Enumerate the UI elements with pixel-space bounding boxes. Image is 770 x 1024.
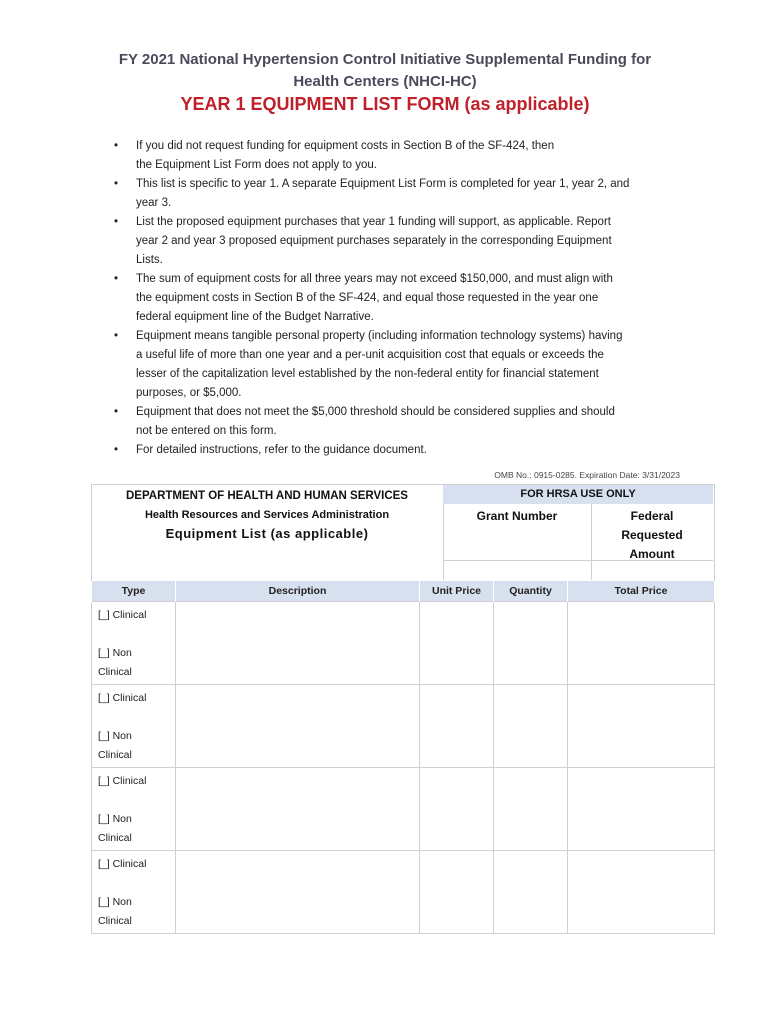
non-clinical-label: Clinical bbox=[98, 749, 132, 761]
column-header-quantity: Quantity bbox=[494, 581, 568, 602]
list-item: • The sum of equipment costs for all three years may not exceed $150,000, and must align with the equipment costs in Section B of the SF-424, and equal those requested in the year one federal equipment line of the Budget Narrative. bbox=[110, 270, 690, 327]
table-row bbox=[92, 851, 715, 934]
title-line-1: FY 2021 National Hypertension Control Initiative Supplemental Funding for bbox=[118, 51, 652, 68]
list-item: • For detailed instructions, refer to the guidance document. bbox=[110, 441, 690, 460]
description-field[interactable] bbox=[176, 768, 420, 851]
non-clinical-checkbox[interactable]: [_] Non bbox=[98, 730, 132, 742]
quantity-field[interactable] bbox=[494, 602, 568, 685]
type-cell bbox=[92, 602, 176, 685]
total-price-field[interactable] bbox=[568, 768, 715, 851]
non-clinical-label: Clinical bbox=[98, 666, 132, 678]
bullet-icon: • bbox=[114, 273, 119, 285]
federal-requested-amount-label: Federal Requested Amount bbox=[621, 509, 683, 561]
column-header-total-price: Total Price bbox=[568, 581, 715, 602]
hrsa-use-only-header: FOR HRSA USE ONLY bbox=[443, 485, 713, 504]
unit-price-field[interactable] bbox=[420, 768, 494, 851]
clinical-checkbox[interactable]: [_] Clinical bbox=[98, 609, 147, 621]
list-item: • Equipment that does not meet the $5,000 threshold should be considered supplies and should not be entered on this form. bbox=[110, 403, 690, 441]
agency-name: Health Resources and Services Administration bbox=[144, 509, 390, 521]
non-clinical-checkbox[interactable]: [_] Non bbox=[98, 813, 132, 825]
list-item: • If you did not request funding for equipment costs in Section B of the SF-424, then the Equipment List Form does not apply to you. bbox=[110, 137, 690, 175]
bullet-icon: • bbox=[114, 406, 119, 418]
bullet-icon: • bbox=[114, 444, 119, 456]
unit-price-field[interactable] bbox=[420, 685, 494, 768]
table-row bbox=[92, 768, 715, 851]
table-header-row bbox=[92, 581, 715, 602]
total-price-field[interactable] bbox=[568, 602, 715, 685]
table-row bbox=[92, 602, 715, 685]
grant-number-label: Grant Number bbox=[476, 509, 558, 523]
column-header-type: Type bbox=[92, 581, 176, 602]
column-header-unit-price: Unit Price bbox=[420, 581, 494, 602]
quantity-field[interactable] bbox=[494, 768, 568, 851]
department-name: DEPARTMENT OF HEALTH AND HUMAN SERVICES bbox=[126, 490, 408, 502]
equipment-table bbox=[91, 581, 715, 934]
instruction-list bbox=[110, 137, 690, 460]
column-header-description: Description bbox=[176, 581, 420, 602]
form-title: YEAR 1 EQUIPMENT LIST FORM (as applicable) bbox=[180, 94, 590, 114]
description-field[interactable] bbox=[176, 851, 420, 934]
type-cell bbox=[92, 851, 176, 934]
quantity-field[interactable] bbox=[494, 685, 568, 768]
list-title: Equipment List (as applicable) bbox=[165, 526, 369, 541]
list-item: • Equipment means tangible personal property (including information technology systems) having a useful life of more than one year and a per-unit acquisition cost that equals or exceeds the lesser of the capitalization level established by the non-federal entity for financial statement purposes, or $5,000. bbox=[110, 327, 690, 403]
unit-price-field[interactable] bbox=[420, 851, 494, 934]
type-cell bbox=[92, 685, 176, 768]
bullet-icon: • bbox=[114, 330, 119, 342]
bullet-icon: • bbox=[114, 140, 119, 152]
description-field[interactable] bbox=[176, 685, 420, 768]
clinical-checkbox[interactable]: [_] Clinical bbox=[98, 858, 147, 870]
title-line-2: Health Centers (NHCI-HC) bbox=[293, 73, 477, 90]
table-row bbox=[92, 685, 715, 768]
omb-number: OMB No.: 0915-0285. Expiration Date: 3/31/2023 bbox=[494, 470, 680, 480]
non-clinical-checkbox[interactable]: [_] Non bbox=[98, 647, 132, 659]
list-item: • List the proposed equipment purchases that year 1 funding will support, as applicable. Report year 2 and year 3 proposed equipment purchases separately in the corresponding Equipment Lists. bbox=[110, 213, 690, 270]
quantity-field[interactable] bbox=[494, 851, 568, 934]
bullet-icon: • bbox=[114, 216, 119, 228]
clinical-checkbox[interactable]: [_] Clinical bbox=[98, 692, 147, 704]
document-title bbox=[60, 49, 710, 93]
non-clinical-checkbox[interactable]: [_] Non bbox=[98, 896, 132, 908]
type-cell bbox=[92, 768, 176, 851]
non-clinical-label: Clinical bbox=[98, 915, 132, 927]
total-price-field[interactable] bbox=[568, 685, 715, 768]
bullet-icon: • bbox=[114, 178, 119, 190]
total-price-field[interactable] bbox=[568, 851, 715, 934]
description-field[interactable] bbox=[176, 602, 420, 685]
non-clinical-label: Clinical bbox=[98, 832, 132, 844]
unit-price-field[interactable] bbox=[420, 602, 494, 685]
clinical-checkbox[interactable]: [_] Clinical bbox=[98, 775, 147, 787]
list-item: • This list is specific to year 1. A separate Equipment List Form is completed for year 1, year 2, and year 3. bbox=[110, 175, 690, 213]
